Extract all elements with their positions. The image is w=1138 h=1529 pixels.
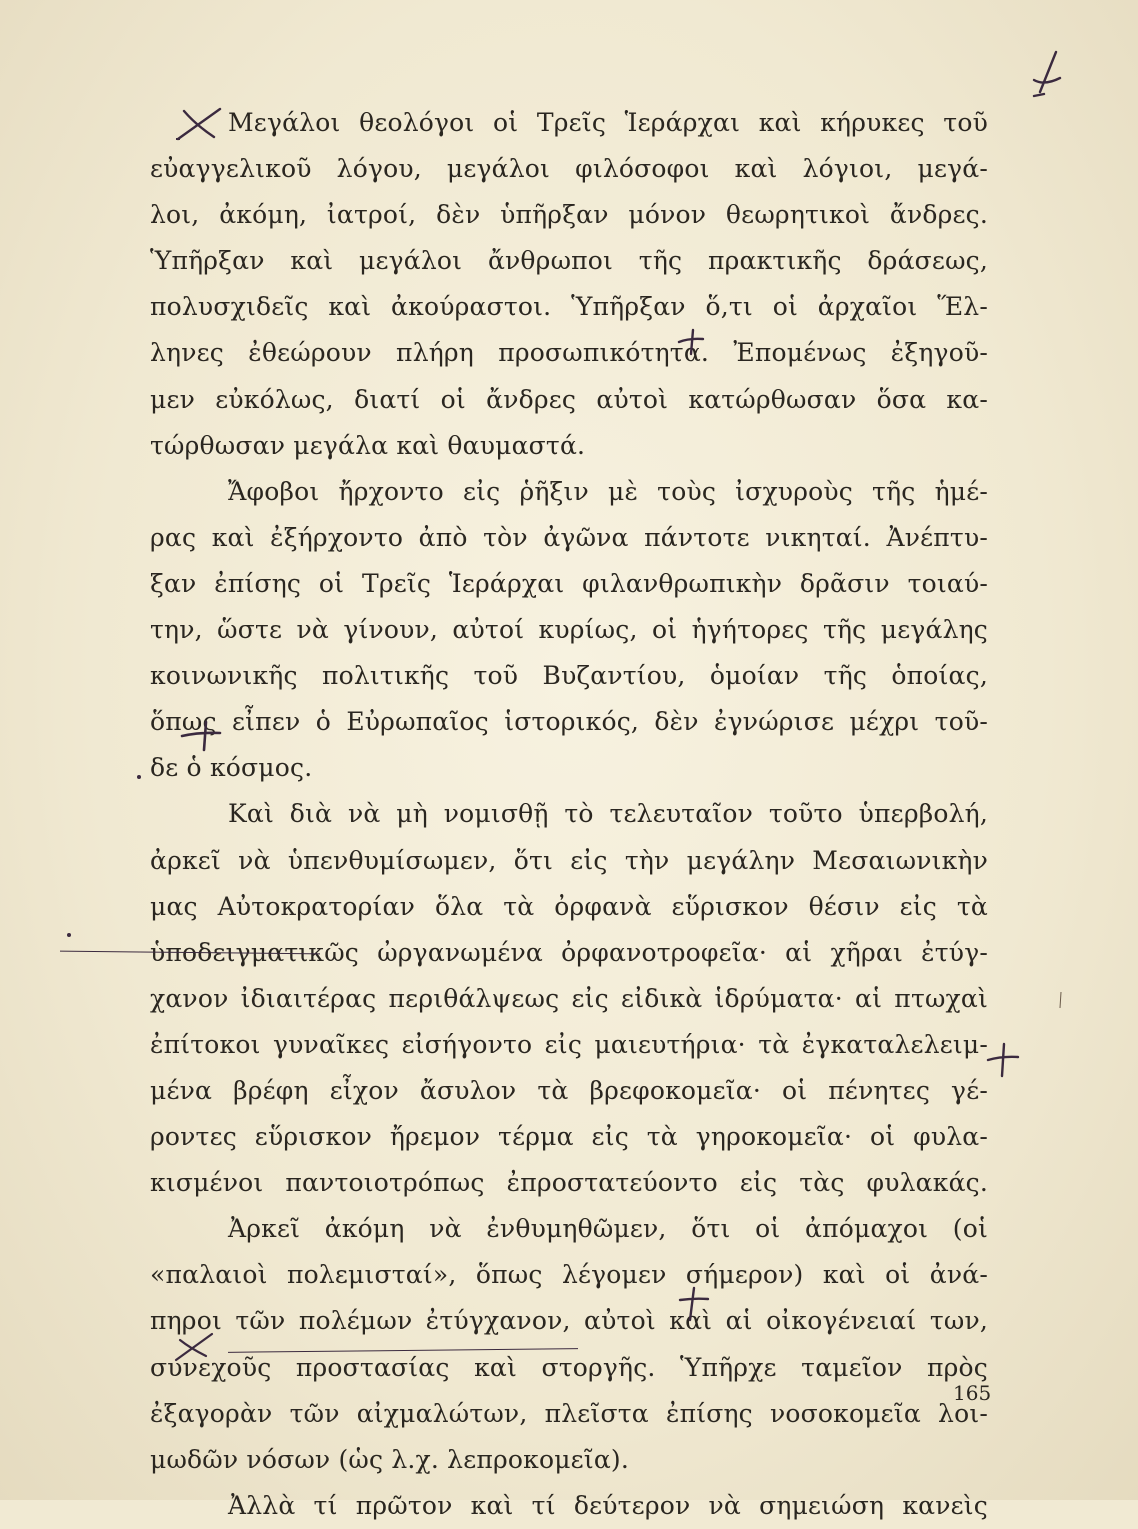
plus-mark-icon [986,1040,1020,1078]
text-line: Μεγάλοι θεολόγοι οἱ Τρεῖς Ἱεράρχαι καὶ κήρυκες τοῦ [228,108,988,137]
paragraph-4 [150,1206,988,1483]
text-line: κισμένοι παντοιοτρόπως ἐπροστατεύοντο εἰς τὰς φυλακάς. [150,1168,988,1198]
text-line: Καὶ διὰ νὰ μὴ νομισθῇ τὸ τελευταῖον τοῦτο ὑπερβολή, [228,799,988,829]
page-number: 165 [953,1381,992,1405]
text-line: μωδῶν νόσων (ὡς λ.χ. λεπροκομεῖα). [150,1444,630,1474]
ink-dot [66,932,72,938]
text-line: «παλαιοὶ πολεμισταί», ὅπως λέγομεν σήμερον) καὶ οἱ ἀνά- [150,1260,988,1290]
text-line: χανον ἰδιαιτέρας περιθάλψεως εἰς εἰδικὰ ἱδρύματα· αἱ πτωχαὶ [150,983,988,1013]
text-line: μένα βρέφη εἶχον ἄσυλον τὰ βρεφοκομεῖα· οἱ πένητες γέ- [150,1075,988,1105]
body-text [150,100,988,1529]
text-line: Ἄφοβοι ἤρχοντο εἰς ῥῆξιν μὲ τοὺς ἰσχυροὺς τῆς ἡμέ- [228,476,988,506]
text-line: ροντες εὕρισκον ἤρεμον τέρμα εἰς τὰ γηροκομεῖα· οἱ φυλα- [150,1122,988,1152]
text-line: ὑποδειγματικῶς ὠργανωμένα ὀρφανοτροφεῖα· αἱ χῆραι ἐτύγ- [150,937,988,967]
paragraph-5 [150,1483,988,1529]
pencil-tick [1058,990,1064,1010]
text-line: Ἀλλὰ τί πρῶτον καὶ τί δεύτερον νὰ σημειώση κανεὶς [228,1490,988,1520]
text-line: πολυσχιδεῖς καὶ ἀκούραστοι. Ὑπῆρξαν ὅ,τι οἱ ἀρχαῖοι Ἕλ- [150,292,988,322]
text-line: συνεχοῦς προστασίας καὶ στοργῆς. Ὑπῆρχε ταμεῖον πρὸς [150,1352,988,1382]
text-line: ρας καὶ ἐξήρχοντο ἀπὸ τὸν ἀγῶνα πάντοτε νικηταί. Ἀνέπτυ- [150,522,988,552]
text-line: μας Αὐτοκρατορίαν ὅλα τὰ ὀρφανὰ εὕρισκον θέσιν εἰς τὰ [150,891,988,921]
text-line: την, ὥστε νὰ γίνουν, αὐτοί κυρίως, οἱ ἡγήτορες τῆς μεγάλης [150,615,988,645]
paragraph-2 [150,469,988,792]
text-line: πηροι τῶν πολέμων ἐτύγχανον, αὐτοὶ καὶ αἱ οἰκογένειαί των, [150,1306,988,1336]
ink-dot [136,774,142,780]
text-line: ξαν ἐπίσης οἱ Τρεῖς Ἱεράρχαι φιλανθρωπικὴν δρᾶσιν τοιαύ- [150,568,988,598]
text-line: Ἀρκεῖ ἀκόμη νὰ ἐνθυμηθῶμεν, ὅτι οἱ ἀπόμαχοι (οἱ [228,1214,988,1244]
text-line: εὐαγγελικοῦ λόγου, μεγάλοι φιλόσοφοι καὶ λόγιοι, μεγά- [150,154,988,184]
text-line: μεν εὐκόλως, διατί οἱ ἄνδρες αὐτοὶ κατώρθωσαν ὅσα κα- [150,384,988,414]
text-line: ὅπως εἶπεν ὁ Εὐρωπαῖος ἱστορικός, δὲν ἐγνώρισε μέχρι τοῦ- [150,707,988,737]
text-line: ἐξαγορὰν τῶν αἰχμαλώτων, πλεῖστα ἐπίσης νοσοκομεῖα λοι- [150,1398,988,1428]
text-line: ληνες ἐθεώρουν πλήρη προσωπικότητα. Ἐπομένως ἐξηγοῦ- [150,338,988,368]
paragraph-1 [150,100,988,469]
text-line: ἐπίτοκοι γυναῖκες εἰσήγοντο εἰς μαιευτήρια· τὰ ἐγκαταλελειμ- [150,1029,988,1059]
text-line: λοι, ἀκόμη, ἰατροί, δὲν ὑπῆρξαν μόνον θεωρητικοὶ ἄνδρες. [150,200,988,230]
text-line: Ὑπῆρξαν καὶ μεγάλοι ἄνθρωποι τῆς πρακτικῆς δράσεως, [150,246,988,276]
check-mark-icon [1030,48,1066,100]
paragraph-3 [150,791,988,1206]
text-line: ἀρκεῖ νὰ ὑπενθυμίσωμεν, ὅτι εἰς τὴν μεγάλην Μεσαιωνικὴν [150,845,988,875]
text-line: δε ὁ κόσμος. [150,753,313,783]
text-line: τώρθωσαν μεγάλα καὶ θαυμαστά. [150,430,586,460]
text-line: κοινωνικῆς πολιτικῆς τοῦ Βυζαντίου, ὁμοίαν τῆς ὁποίας, [150,661,988,691]
